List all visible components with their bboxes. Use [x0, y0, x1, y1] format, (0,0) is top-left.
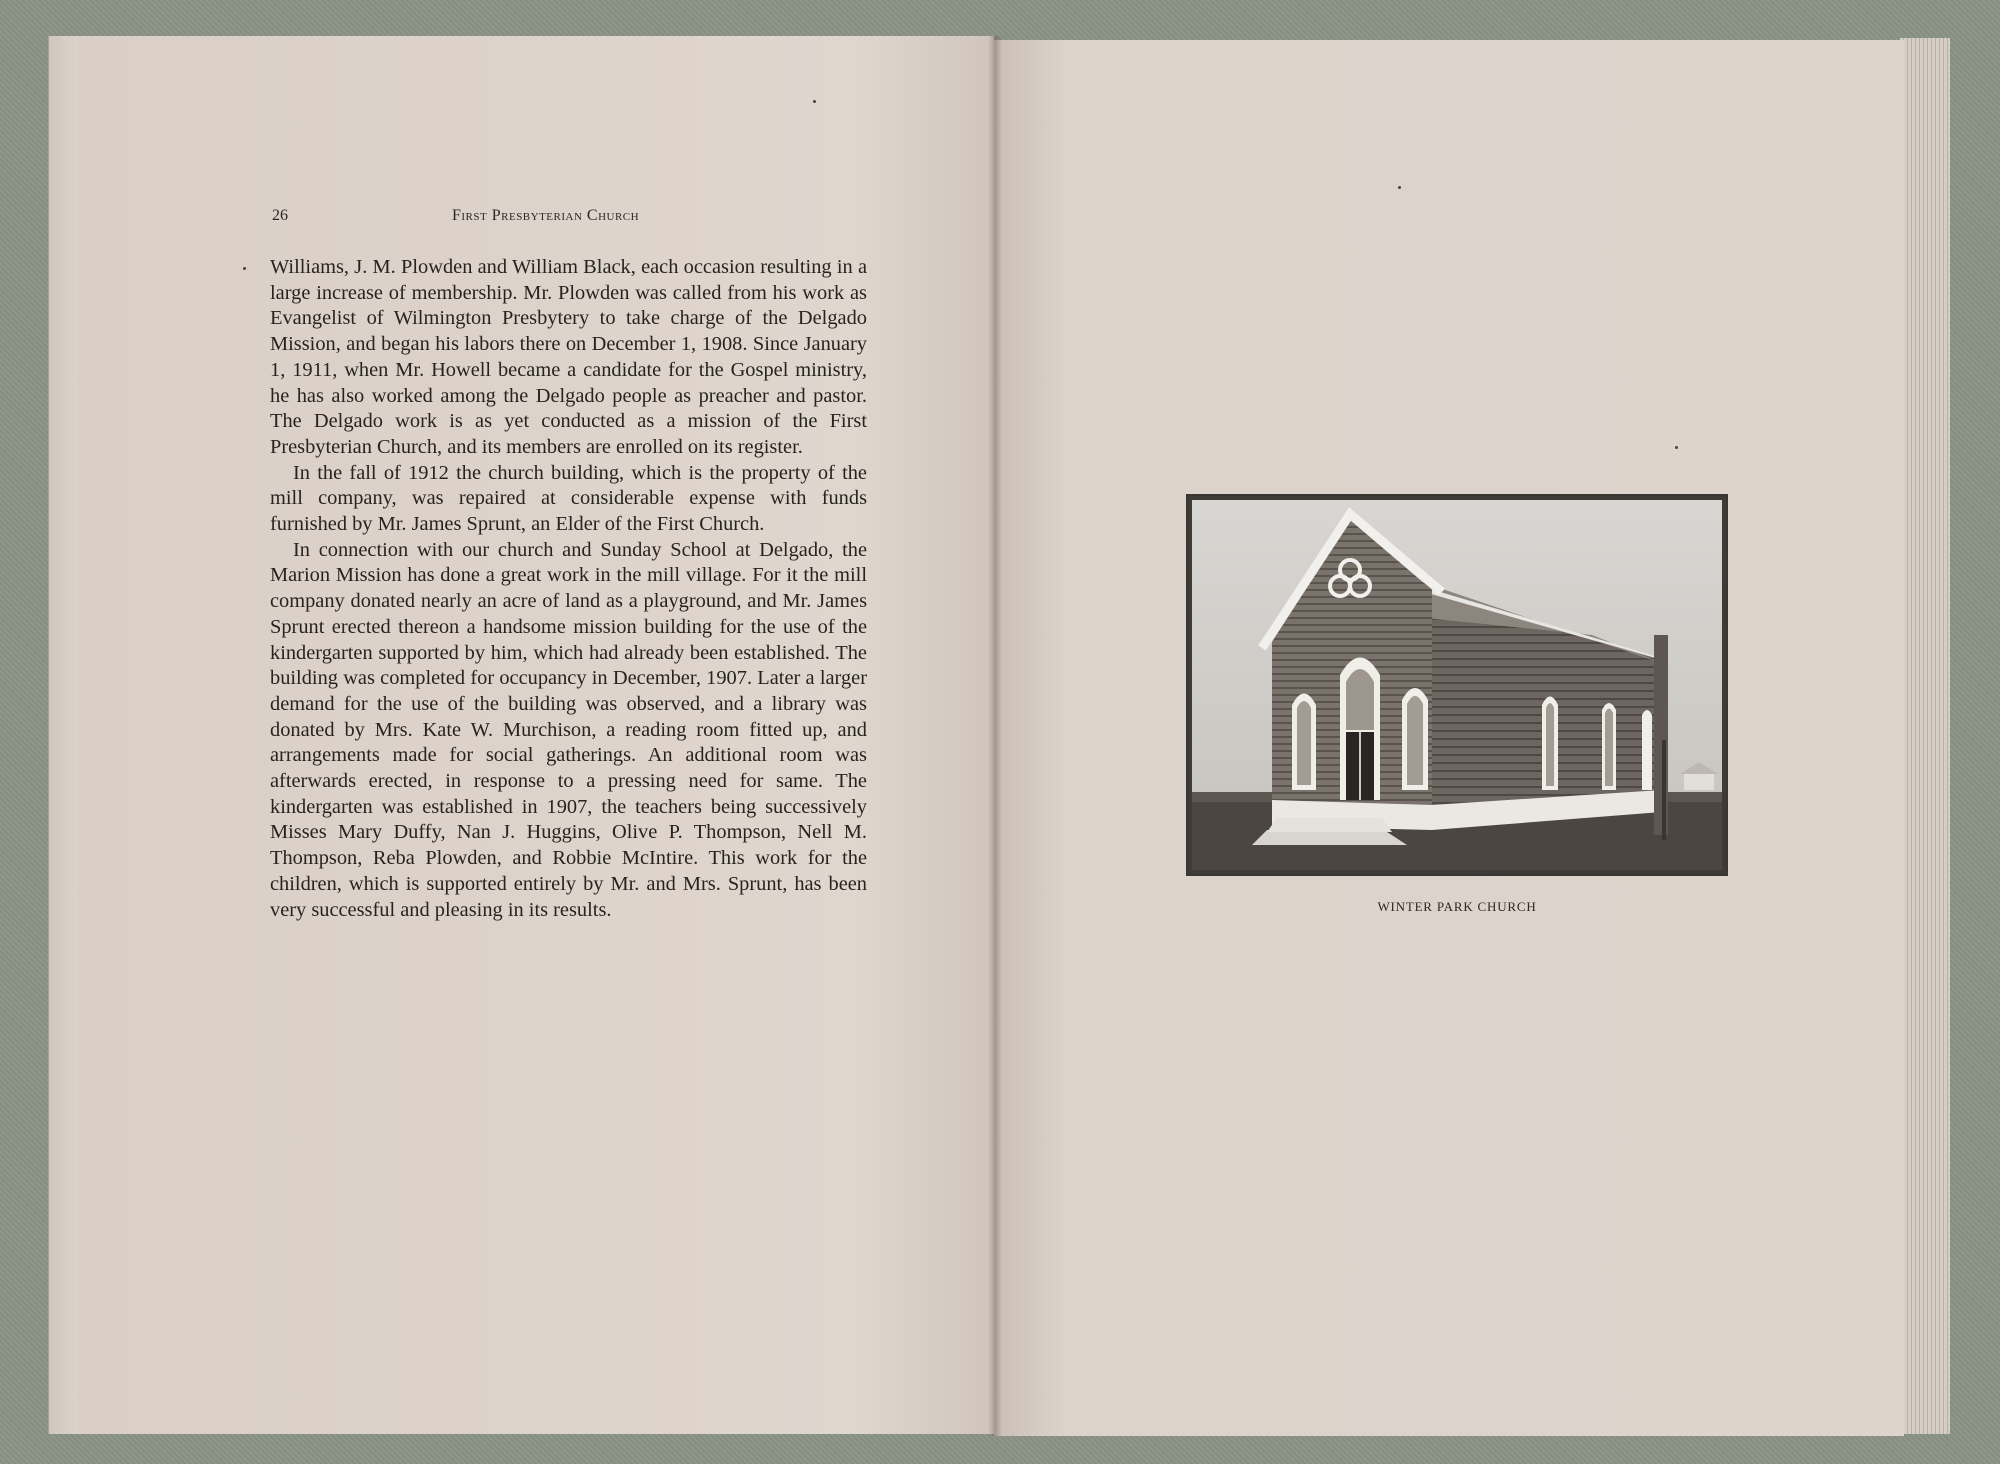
paragraph: In the fall of 1912 the church building, which is the property of the mill company, was repaired at considerable expense with funds furnished by Mr. James Sprunt, an Elder of the First Church.	[270, 461, 867, 536]
paper-speck	[1675, 446, 1678, 449]
book-gutter	[988, 36, 1002, 1436]
left-page-edges	[48, 36, 79, 1434]
paper-speck	[1398, 186, 1401, 189]
running-head-title: First Presbyterian Church	[452, 207, 640, 224]
paper-speck	[243, 267, 246, 270]
paragraph: In connection with our church and Sunday School at Delgado, the Marion Mission has done a great work in the mill village. For it the mill company donated nearly an acre of land as a playground, and Mr. James Sprunt erected thereon a handsome mission building for the use of the kindergarten supported by him, which had already been established. The building was completed for occupancy in December, 1907. Later a larger demand for the use of the building was observed, and a library was donated by Mrs. Kate W. Murchison, a reading room fitted up, and arrangements made for social gatherings. An additional room was afterwards erected, in response to a pressing need for same. The kindergarten was established in 1907, the teachers being successively Misses Mary Duffy, Nan J. Huggins, Olive P. Thompson, Nell M. Thompson, Reba Plowden, and Robbie McIntire. This work for the children, which is supported entirely by Mr. and Mrs. Sprunt, has been very successful and pleasing in its results.	[270, 538, 867, 921]
church-photo-illustration	[1192, 500, 1722, 870]
church-photograph	[1186, 494, 1728, 876]
body-text	[270, 255, 867, 923]
right-page-edges	[1900, 38, 1950, 1434]
paper-speck	[813, 100, 816, 103]
page-number: 26	[272, 207, 288, 224]
paragraph: Williams, J. M. Plowden and William Black, each occasion resulting in a large increase of membership. Mr. Plowden was called from his work as Evangelist of Wilmington Presbytery to take charge of the Delgado Mission, and began his labors there on December 1, 1908. Since January 1, 1911, when Mr. Howell became a candidate for the Gospel ministry, he has also worked among the Delgado people as preacher and pastor. The Delgado work is as yet conducted as a mission of the First Presbyterian Church, and its members are enrolled on its register.	[270, 256, 867, 458]
plate-caption: WINTER PARK CHURCH	[1377, 899, 1537, 914]
